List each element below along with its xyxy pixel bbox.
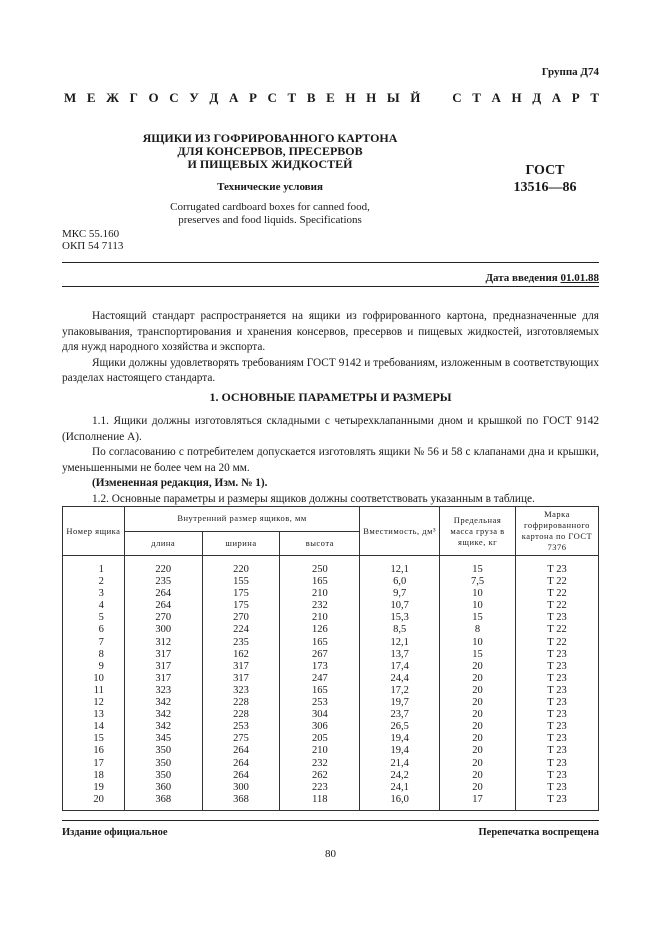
table-cell: 300 (124, 624, 202, 636)
table-cell: 210 (280, 612, 360, 624)
table-cell: Т 23 (516, 649, 599, 661)
table-cell: 13,7 (360, 649, 440, 661)
table-cell: Т 23 (516, 685, 599, 697)
table-cell: 20 (440, 709, 516, 721)
table-cell: Т 22 (516, 637, 599, 649)
intro-text (62, 309, 599, 387)
table-cell: 306 (280, 721, 360, 733)
banner-letter: Р (248, 90, 257, 105)
clause-1-2: 1.2. Основные параметры и размеры ящиков должны соответствовать указанным в таблице. (92, 492, 535, 505)
table-cell: 323 (124, 685, 202, 697)
banner-letter: А (228, 90, 239, 105)
table-cell: 12,1 (360, 637, 440, 649)
banner-letter: А (551, 90, 562, 105)
table-cell: 17,4 (360, 661, 440, 673)
divider-date (62, 286, 599, 287)
table-cell: 19,4 (360, 733, 440, 745)
table-cell: 175 (202, 588, 280, 600)
table-row (63, 588, 599, 600)
classification-codes (62, 228, 123, 252)
date-label: Дата введения (485, 272, 558, 284)
table-cell: 317 (124, 649, 202, 661)
table-cell: Т 23 (516, 673, 599, 685)
table-cell: 20 (440, 782, 516, 794)
table-cell: 235 (124, 576, 202, 588)
table-cell: 368 (124, 794, 202, 811)
banner-letter: Т (472, 90, 481, 105)
banner-letter: С (452, 90, 462, 105)
table-cell: 360 (124, 782, 202, 794)
table-cell: Т 23 (516, 697, 599, 709)
table-cell: 175 (202, 600, 280, 612)
intro-paragraph-1: Настоящий стандарт распространяется на ящики из гофрированного картона, предназначенные для упаковывания, транспортирования и хранения консервов, пресервов и пищевых жидкостей, изготовляемых для нужд народного хозяйства и экспорта. (62, 310, 599, 353)
table-cell: 253 (280, 697, 360, 709)
english-title-line-2: preserves and food liquids. Specifications (178, 214, 362, 226)
table-cell: Т 23 (516, 721, 599, 733)
banner-letter: Ж (106, 90, 120, 105)
header-box-number: Номер ящика (63, 507, 125, 556)
table-cell: 270 (124, 612, 202, 624)
table-cell: Т 23 (516, 758, 599, 770)
table-cell: 264 (202, 770, 280, 782)
table-cell: 13 (63, 709, 125, 721)
section-text (62, 414, 599, 507)
table-cell: 20 (440, 721, 516, 733)
table-row (63, 673, 599, 685)
table-cell: 342 (124, 721, 202, 733)
table-cell: 270 (202, 612, 280, 624)
table-cell: 1 (63, 556, 125, 577)
table-cell: Т 23 (516, 794, 599, 811)
banner-letter: Р (571, 90, 580, 105)
table-cell: 220 (124, 556, 202, 577)
header-cardboard-grade: Марка гофрированного картона по ГОСТ 7376 (516, 507, 599, 556)
table-cell: 12,1 (360, 556, 440, 577)
table-cell: 247 (280, 673, 360, 685)
table-cell: 267 (280, 649, 360, 661)
table-cell: 7,5 (440, 576, 516, 588)
table-cell: 350 (124, 758, 202, 770)
mks-code: МКС 55.160 (62, 228, 120, 240)
table-cell: 6,0 (360, 576, 440, 588)
table-cell: 26,5 (360, 721, 440, 733)
amendment-note: (Измененная редакция, Изм. № 1). (92, 477, 268, 489)
intro-paragraph-2: Ящики должны удовлетворять требованиям ГОСТ 9142 и требованиям, изложенным в соответствующих разделах настоящего стандарта. (62, 356, 599, 384)
banner-letter: Т (590, 90, 599, 105)
table-cell: 9 (63, 661, 125, 673)
table-cell: 253 (202, 721, 280, 733)
table-cell: 250 (280, 556, 360, 577)
table-cell: 23,7 (360, 709, 440, 721)
table-cell: Т 23 (516, 709, 599, 721)
box-parameters-table (62, 506, 599, 811)
table-cell: 7 (63, 637, 125, 649)
page-number: 80 (325, 848, 336, 860)
table-cell: 165 (280, 685, 360, 697)
banner-letter: Н (345, 90, 356, 105)
table-cell: 317 (124, 673, 202, 685)
table-cell: 20 (440, 697, 516, 709)
header-length: длина (124, 531, 202, 556)
table-cell: 20 (440, 673, 516, 685)
introduction-date (485, 272, 599, 284)
table-cell: 368 (202, 794, 280, 811)
table-cell: Т 23 (516, 661, 599, 673)
date-value: 01.01.88 (560, 272, 599, 284)
table-cell: 10 (440, 588, 516, 600)
table-body (63, 556, 599, 811)
table-cell: 205 (280, 733, 360, 745)
header-width: ширина (202, 531, 280, 556)
table-cell: Т 22 (516, 576, 599, 588)
reprint-note: Перепечатка воспрещена (478, 827, 599, 838)
table-cell: 264 (202, 745, 280, 757)
table-row (63, 556, 599, 577)
table-cell: 210 (280, 745, 360, 757)
banner-letter: Г (129, 90, 138, 105)
table-row (63, 794, 599, 811)
divider-top (62, 262, 599, 263)
table-row (63, 661, 599, 673)
table-row (63, 637, 599, 649)
table-cell: 20 (440, 733, 516, 745)
english-title-line-1: Corrugated cardboard boxes for canned food, (170, 201, 370, 213)
table-cell: 228 (202, 697, 280, 709)
table-cell: 14 (63, 721, 125, 733)
table-cell: 17 (63, 758, 125, 770)
table-cell: 24,2 (360, 770, 440, 782)
table-cell: 20 (440, 661, 516, 673)
table-cell: 6 (63, 624, 125, 636)
table-row (63, 612, 599, 624)
table-cell: Т 22 (516, 624, 599, 636)
table-cell: 350 (124, 745, 202, 757)
table-cell: 19 (63, 782, 125, 794)
title-line-2: ДЛЯ КОНСЕРВОВ, ПРЕСЕРВОВ (177, 144, 363, 158)
table-row (63, 745, 599, 757)
table-cell: 10 (63, 673, 125, 685)
divider-footer (62, 820, 599, 821)
table-row (63, 600, 599, 612)
table-cell: 10 (440, 637, 516, 649)
table-cell: Т 23 (516, 770, 599, 782)
table-cell: 8 (63, 649, 125, 661)
subtitle: Технические условия (217, 181, 323, 193)
table-cell: 5 (63, 612, 125, 624)
banner-letter: Н (511, 90, 522, 105)
section-title: 1. ОСНОВНЫЕ ПАРАМЕТРЫ И РАЗМЕРЫ (209, 390, 452, 404)
table-cell: 345 (124, 733, 202, 745)
title-line-1: ЯЩИКИ ИЗ ГОФРИРОВАННОГО КАРТОНА (142, 131, 398, 145)
table-row (63, 709, 599, 721)
banner-letter: Е (86, 90, 96, 105)
table-cell: 317 (202, 661, 280, 673)
table-cell: 8 (440, 624, 516, 636)
table-cell: 15,3 (360, 612, 440, 624)
table-cell: 10 (440, 600, 516, 612)
gost-label: ГОСТ (525, 163, 565, 178)
table-row (63, 758, 599, 770)
table-cell: 15 (63, 733, 125, 745)
header-inner-size: Внутренний размер ящиков, мм (124, 507, 359, 532)
edition-note: Издание официальное (62, 827, 168, 838)
table-cell: Т 23 (516, 745, 599, 757)
table-cell: 262 (280, 770, 360, 782)
table-cell: Т 23 (516, 733, 599, 745)
table-cell: 15 (440, 649, 516, 661)
table-cell: 17,2 (360, 685, 440, 697)
table-row (63, 685, 599, 697)
banner-letter: А (491, 90, 501, 105)
table-cell: 24,1 (360, 782, 440, 794)
table-cell: 312 (124, 637, 202, 649)
table-row (63, 782, 599, 794)
table-cell: 18 (63, 770, 125, 782)
table-cell: 20 (440, 758, 516, 770)
table-cell: 165 (280, 576, 360, 588)
table-cell: 19,4 (360, 745, 440, 757)
clause-1-1-note: По согласованию с потребителем допускается изготовлять ящики № 56 и 58 с клапанами дна и крышки, уменьшенными не более чем на 20 мм. (62, 446, 599, 474)
header-max-mass: Предельная масса груза в ящике, кг (440, 507, 516, 556)
table-cell: 20 (63, 794, 125, 811)
table-cell: 224 (202, 624, 280, 636)
table-cell: 165 (280, 637, 360, 649)
table-cell: 304 (280, 709, 360, 721)
table-row (63, 770, 599, 782)
table-cell: 15 (440, 556, 516, 577)
table-cell: 126 (280, 624, 360, 636)
table-cell: 2 (63, 576, 125, 588)
table-cell: 173 (280, 661, 360, 673)
table-cell: 264 (202, 758, 280, 770)
table-row (63, 733, 599, 745)
table-cell: 19,7 (360, 697, 440, 709)
header-capacity: Вместимость, дм³ (360, 507, 440, 556)
table-cell: 350 (124, 770, 202, 782)
table-cell: 223 (280, 782, 360, 794)
table-cell: 275 (202, 733, 280, 745)
table-cell: 300 (202, 782, 280, 794)
table-cell: 342 (124, 697, 202, 709)
table-row (63, 721, 599, 733)
table-cell: 317 (124, 661, 202, 673)
table-cell: 17 (440, 794, 516, 811)
table-cell: 317 (202, 673, 280, 685)
table-cell: 264 (124, 600, 202, 612)
table-cell: 24,4 (360, 673, 440, 685)
banner-letter: О (148, 90, 159, 105)
table-row (63, 697, 599, 709)
table-cell: 235 (202, 637, 280, 649)
banner-letter: Д (209, 90, 219, 105)
table-cell: 323 (202, 685, 280, 697)
table-cell: Т 22 (516, 600, 599, 612)
table-row (63, 576, 599, 588)
banner-letter: Ы (386, 90, 400, 105)
table-cell: 3 (63, 588, 125, 600)
table-cell: 20 (440, 770, 516, 782)
table-cell: 16 (63, 745, 125, 757)
clause-1-1: 1.1. Ящики должны изготовляться складными с четырехклапанными дном и крышкой по ГОСТ 9142 (Исполнение А). (62, 415, 599, 443)
banner-letter: Й (410, 90, 421, 105)
banner-letter: Н (366, 90, 377, 105)
table-cell: Т 23 (516, 556, 599, 577)
table-cell: 232 (280, 600, 360, 612)
table-cell: 15 (440, 612, 516, 624)
banner-letter: Т (287, 90, 297, 105)
table-cell: 210 (280, 588, 360, 600)
banner-letter: М (64, 90, 77, 105)
table-cell: 12 (63, 697, 125, 709)
standard-banner (64, 90, 599, 106)
table-cell: 228 (202, 709, 280, 721)
table-cell: 155 (202, 576, 280, 588)
gost-designation (505, 162, 585, 196)
banner-letter: У (189, 90, 199, 105)
table-row (63, 624, 599, 636)
table-cell: 118 (280, 794, 360, 811)
table-cell: 21,4 (360, 758, 440, 770)
table-row (63, 649, 599, 661)
table-cell: Т 23 (516, 612, 599, 624)
table-cell: 11 (63, 685, 125, 697)
table-cell: 342 (124, 709, 202, 721)
header-height: высота (280, 531, 360, 556)
table-cell: 10,7 (360, 600, 440, 612)
table-cell: 9,7 (360, 588, 440, 600)
table-cell: 20 (440, 745, 516, 757)
banner-letter: Е (326, 90, 335, 105)
table-cell: 20 (440, 685, 516, 697)
table-cell: 264 (124, 588, 202, 600)
table-cell: 232 (280, 758, 360, 770)
title-block (130, 132, 410, 227)
banner-letter: С (169, 90, 179, 105)
table-cell: 8,5 (360, 624, 440, 636)
title-line-3: И ПИЩЕВЫХ ЖИДКОСТЕЙ (187, 157, 353, 171)
okp-code: ОКП 54 7113 (62, 240, 124, 252)
table-cell: 162 (202, 649, 280, 661)
table-cell: 16,0 (360, 794, 440, 811)
table-cell: 220 (202, 556, 280, 577)
table-cell: Т 22 (516, 588, 599, 600)
gost-number: 13516—86 (513, 180, 577, 195)
table-cell: Т 23 (516, 782, 599, 794)
banner-letter: Д (532, 90, 542, 105)
group-code: Группа Д74 (541, 66, 599, 78)
banner-letter: С (267, 90, 277, 105)
table-cell: 4 (63, 600, 125, 612)
banner-letter: В (306, 90, 316, 105)
